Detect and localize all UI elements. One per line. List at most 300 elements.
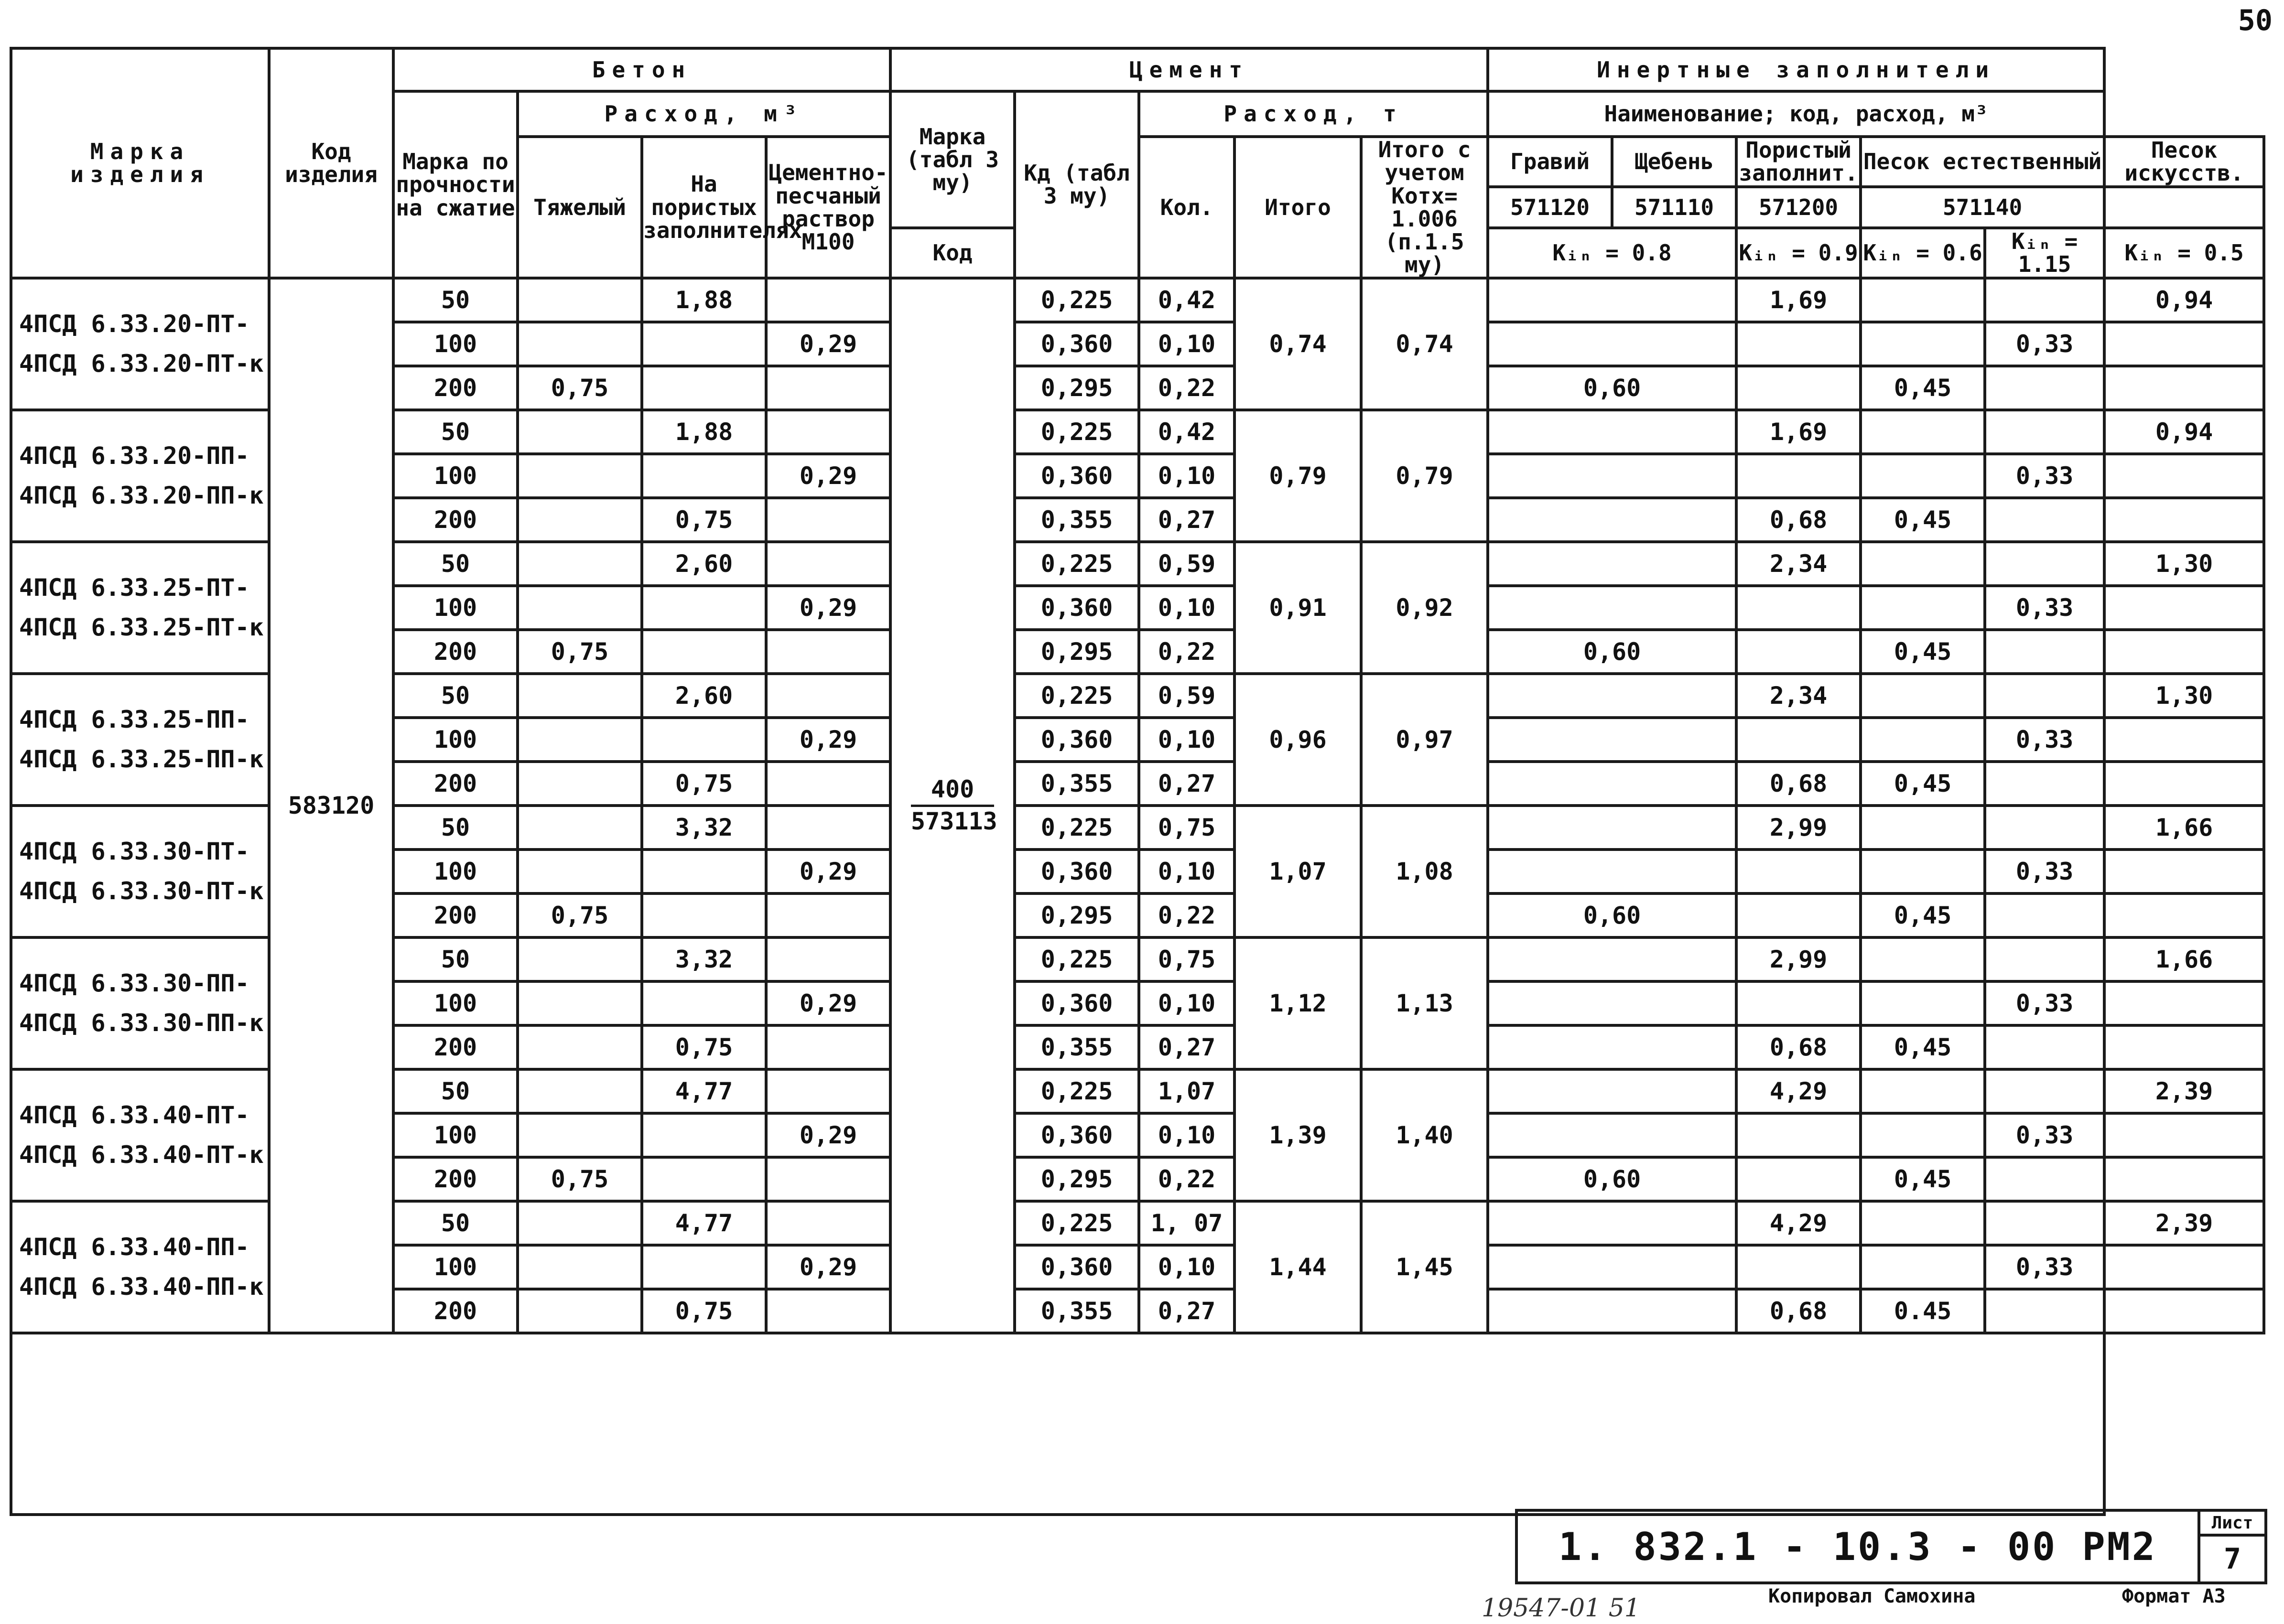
cement-total: 1,44 (1234, 1201, 1361, 1333)
cement-total-adjusted: 1,45 (1361, 1201, 1488, 1333)
cement-mortar: 0,29 (766, 586, 890, 630)
natural-sand-1 (1861, 586, 1985, 630)
cement-qty: 0,22 (1139, 630, 1234, 674)
cement-total: 0,74 (1234, 278, 1361, 410)
product-mark (11, 1201, 269, 1333)
natural-sand-2: 0,33 (1985, 1113, 2104, 1157)
kin-pesok-1: Кᵢₙ = 0.6 (1861, 228, 1985, 278)
cement-mortar (766, 1069, 890, 1113)
porous-aggregate: 4,29 (1736, 1201, 1861, 1245)
porous-concrete: 1,88 (642, 410, 766, 454)
cement-qty: 0,22 (1139, 1157, 1234, 1201)
porous-aggregate: 1,69 (1736, 278, 1861, 322)
cement-qty: 1,07 (1139, 1069, 1234, 1113)
sheet-number: 7 (2199, 1535, 2266, 1583)
artificial-sand (2104, 1113, 2264, 1157)
header-itogo: Итого (1234, 137, 1361, 278)
artificial-sand: 1,66 (2104, 806, 2264, 850)
heavy-concrete: 0,75 (518, 1157, 642, 1201)
gravel-crushed-stone (1488, 1289, 1736, 1333)
header-kol: Кол. (1139, 137, 1234, 278)
cement-total-adjusted: 0,92 (1361, 542, 1488, 674)
kd-value: 0,225 (1015, 278, 1139, 322)
natural-sand-2: 0,33 (1985, 454, 2104, 498)
heavy-concrete (518, 806, 642, 850)
gravel-crushed-stone (1488, 454, 1736, 498)
natural-sand-1: 0,45 (1861, 366, 1985, 410)
natural-sand-1 (1861, 806, 1985, 850)
artificial-sand (2104, 762, 2264, 806)
porous-aggregate (1736, 718, 1861, 762)
cement-mortar (766, 762, 890, 806)
gravel-crushed-stone (1488, 718, 1736, 762)
kd-value: 0,360 (1015, 1245, 1139, 1289)
product-mark-line: 4ПСД 6.33.30-ПТ-к (19, 877, 264, 905)
cement-total: 1,39 (1234, 1069, 1361, 1201)
kd-value: 0,360 (1015, 586, 1139, 630)
strength-grade: 200 (393, 630, 518, 674)
strength-grade: 50 (393, 410, 518, 454)
porous-aggregate (1736, 1157, 1861, 1201)
porous-aggregate (1736, 322, 1861, 366)
porous-concrete: 4,77 (642, 1069, 766, 1113)
cement-qty: 0,27 (1139, 1025, 1234, 1069)
cement-total-adjusted: 0,74 (1361, 278, 1488, 410)
cement-mortar (766, 1201, 890, 1245)
cement-qty: 0,10 (1139, 454, 1234, 498)
cement-mortar (766, 937, 890, 981)
natural-sand-1 (1861, 1113, 1985, 1157)
cement-total: 1,07 (1234, 806, 1361, 937)
strength-grade: 100 (393, 718, 518, 762)
artificial-sand: 1,66 (2104, 937, 2264, 981)
strength-grade: 200 (393, 1025, 518, 1069)
cement-qty: 0,10 (1139, 718, 1234, 762)
gravel-crushed-stone (1488, 937, 1736, 981)
product-mark-line: 4ПСД 6.33.20-ПТ- (19, 310, 249, 338)
porous-aggregate (1736, 850, 1861, 893)
product-mark-line: 4ПСД 6.33.20-ПТ-к (19, 349, 264, 377)
cement-qty: 0,75 (1139, 806, 1234, 850)
table-row (11, 278, 2264, 322)
cement-mortar (766, 410, 890, 454)
strength-grade: 200 (393, 366, 518, 410)
product-mark (11, 937, 269, 1069)
cement-total-adjusted: 1,40 (1361, 1069, 1488, 1201)
product-mark-line: 4ПСД 6.33.25-ПП- (19, 706, 249, 734)
kd-value: 0,225 (1015, 410, 1139, 454)
product-mark (11, 542, 269, 674)
natural-sand-1 (1861, 322, 1985, 366)
product-mark (11, 806, 269, 937)
strength-grade: 100 (393, 454, 518, 498)
heavy-concrete (518, 718, 642, 762)
heavy-concrete (518, 410, 642, 454)
header-sheben: Щебень (1612, 137, 1736, 187)
porous-concrete (642, 366, 766, 410)
product-mark (11, 674, 269, 806)
strength-grade: 200 (393, 498, 518, 542)
natural-sand-1 (1861, 674, 1985, 718)
natural-sand-2 (1985, 762, 2104, 806)
cement-total-adjusted: 0,79 (1361, 410, 1488, 542)
natural-sand-2 (1985, 674, 2104, 718)
cement-mortar (766, 806, 890, 850)
natural-sand-2 (1985, 893, 2104, 937)
header-naimen: Наименование; код, расход, м³ (1488, 91, 2104, 137)
artificial-sand (2104, 1157, 2264, 1201)
porous-aggregate: 0,68 (1736, 498, 1861, 542)
cement-mortar (766, 1289, 890, 1333)
gravel-crushed-stone (1488, 1025, 1736, 1069)
cement-qty: 0,22 (1139, 366, 1234, 410)
kd-value: 0,225 (1015, 674, 1139, 718)
strength-grade: 100 (393, 586, 518, 630)
product-mark (11, 410, 269, 542)
natural-sand-2 (1985, 542, 2104, 586)
gravel-crushed-stone: 0,60 (1488, 630, 1736, 674)
porous-concrete (642, 1245, 766, 1289)
gravel-crushed-stone (1488, 586, 1736, 630)
heavy-concrete (518, 1113, 642, 1157)
heavy-concrete: 0,75 (518, 893, 642, 937)
porous-aggregate (1736, 1113, 1861, 1157)
artificial-sand (2104, 1289, 2264, 1333)
porous-aggregate (1736, 586, 1861, 630)
kd-value: 0,225 (1015, 937, 1139, 981)
cement-mortar: 0,29 (766, 718, 890, 762)
natural-sand-1 (1861, 454, 1985, 498)
cement-qty: 0,27 (1139, 498, 1234, 542)
header-kod: Код изделия (269, 48, 393, 278)
heavy-concrete (518, 981, 642, 1025)
artificial-sand (2104, 981, 2264, 1025)
artificial-sand (2104, 498, 2264, 542)
gravel-crushed-stone: 0,60 (1488, 366, 1736, 410)
heavy-concrete (518, 1289, 642, 1333)
product-mark-line: 4ПСД 6.33.30-ПП- (19, 969, 249, 998)
code-sheben: 571110 (1612, 187, 1736, 228)
heavy-concrete (518, 322, 642, 366)
product-mark (11, 1069, 269, 1201)
kin-porist: Кᵢₙ = 0.9 (1736, 228, 1861, 278)
strength-grade: 50 (393, 278, 518, 322)
header-marka-po: Марка по прочности на сжатие (393, 91, 518, 278)
gravel-crushed-stone: 0,60 (1488, 1157, 1736, 1201)
natural-sand-1 (1861, 937, 1985, 981)
artificial-sand (2104, 893, 2264, 937)
artificial-sand (2104, 586, 2264, 630)
cement-qty: 0,42 (1139, 278, 1234, 322)
porous-concrete (642, 981, 766, 1025)
cement-qty: 0,59 (1139, 674, 1234, 718)
format-label: Формат А3 (2122, 1585, 2226, 1607)
header-rashod-m3: Расход, м³ (518, 91, 890, 137)
natural-sand-2 (1985, 366, 2104, 410)
porous-aggregate (1736, 893, 1861, 937)
cement-qty: 0,10 (1139, 1245, 1234, 1289)
artificial-sand (2104, 718, 2264, 762)
header-beton: Бетон (393, 48, 890, 91)
artificial-sand: 1,30 (2104, 542, 2264, 586)
cement-grade: 400 (931, 775, 974, 803)
code-porist: 571200 (1736, 187, 1861, 228)
gravel-crushed-stone (1488, 278, 1736, 322)
natural-sand-1 (1861, 410, 1985, 454)
natural-sand-1: 0,45 (1861, 630, 1985, 674)
natural-sand-2: 0,33 (1985, 586, 2104, 630)
cement-qty: 0,42 (1139, 410, 1234, 454)
porous-aggregate: 2,99 (1736, 937, 1861, 981)
porous-concrete: 0,75 (642, 762, 766, 806)
cement-qty: 0,10 (1139, 981, 1234, 1025)
heavy-concrete (518, 1069, 642, 1113)
header-tyazh: Тяжелый (518, 137, 642, 278)
natural-sand-1: 0,45 (1861, 1025, 1985, 1069)
cement-mortar (766, 366, 890, 410)
header-cement: Цемент (890, 48, 1488, 91)
product-mark (11, 278, 269, 410)
kd-value: 0,355 (1015, 1289, 1139, 1333)
gravel-crushed-stone (1488, 498, 1736, 542)
porous-aggregate: 0,68 (1736, 1289, 1861, 1333)
porous-concrete (642, 586, 766, 630)
porous-aggregate: 0,68 (1736, 762, 1861, 806)
strength-grade: 50 (393, 674, 518, 718)
gravel-crushed-stone (1488, 1245, 1736, 1289)
strength-grade: 100 (393, 322, 518, 366)
kd-value: 0,295 (1015, 366, 1139, 410)
kd-value: 0,225 (1015, 1069, 1139, 1113)
porous-concrete: 1,88 (642, 278, 766, 322)
product-mark-line: 4ПСД 6.33.30-ПТ- (19, 838, 249, 866)
cement-qty: 0,22 (1139, 893, 1234, 937)
porous-aggregate: 0,68 (1736, 1025, 1861, 1069)
natural-sand-1 (1861, 850, 1985, 893)
header-marka: Марка изделия (11, 48, 269, 278)
artificial-sand: 1,30 (2104, 674, 2264, 718)
cement-total: 0,91 (1234, 542, 1361, 674)
copied-by: Копировал Самохина (1768, 1585, 1976, 1607)
kd-value: 0,360 (1015, 1113, 1139, 1157)
porous-aggregate: 2,99 (1736, 806, 1861, 850)
header-pesok-est: Песок естественный (1861, 137, 2104, 187)
cement-total: 0,96 (1234, 674, 1361, 806)
strength-grade: 100 (393, 1245, 518, 1289)
natural-sand-1: 0.45 (1861, 1289, 1985, 1333)
natural-sand-1 (1861, 1245, 1985, 1289)
cement-mortar: 0,29 (766, 322, 890, 366)
porous-concrete (642, 454, 766, 498)
natural-sand-1 (1861, 542, 1985, 586)
natural-sand-2 (1985, 1289, 2104, 1333)
cement-mortar: 0,29 (766, 850, 890, 893)
artificial-sand (2104, 454, 2264, 498)
cement-total: 1,12 (1234, 937, 1361, 1069)
natural-sand-1: 0,45 (1861, 762, 1985, 806)
header-inert: Инертные заполнители (1488, 48, 2104, 91)
cement-mortar (766, 1157, 890, 1201)
header-kod-label: Код (890, 228, 1015, 278)
heavy-concrete (518, 850, 642, 893)
cement-total-adjusted: 1,13 (1361, 937, 1488, 1069)
cement-total-adjusted: 1,08 (1361, 806, 1488, 937)
heavy-concrete: 0,75 (518, 630, 642, 674)
cement-mortar (766, 542, 890, 586)
cement-mortar (766, 893, 890, 937)
header-marka-tabl: Марка (табл 3 му) (890, 91, 1015, 228)
porous-aggregate: 2,34 (1736, 674, 1861, 718)
kd-value: 0,295 (1015, 630, 1139, 674)
kd-value: 0,360 (1015, 322, 1139, 366)
header-itogo-s: Итого с учетом Котх= 1.006 (п.1.5 му) (1361, 137, 1488, 278)
product-mark-line: 4ПСД 6.33.40-ПП- (19, 1233, 249, 1261)
cement-qty: 0,10 (1139, 1113, 1234, 1157)
porous-concrete (642, 1157, 766, 1201)
cement-mortar (766, 674, 890, 718)
porous-concrete: 0,75 (642, 498, 766, 542)
heavy-concrete (518, 542, 642, 586)
kd-value: 0,355 (1015, 498, 1139, 542)
natural-sand-2 (1985, 278, 2104, 322)
document-designation: 1. 832.1 - 10.3 - 00 РМ2 (1516, 1510, 2199, 1583)
blank-area (11, 1333, 2104, 1515)
cement-qty: 0,75 (1139, 937, 1234, 981)
artificial-sand (2104, 366, 2264, 410)
heavy-concrete: 0,75 (518, 366, 642, 410)
kd-value: 0,225 (1015, 1201, 1139, 1245)
natural-sand-1 (1861, 981, 1985, 1025)
heavy-concrete (518, 1245, 642, 1289)
kd-value: 0,295 (1015, 1157, 1139, 1201)
porous-aggregate: 1,69 (1736, 410, 1861, 454)
natural-sand-2 (1985, 937, 2104, 981)
artificial-sand: 2,39 (2104, 1201, 2264, 1245)
kin-gravii-sheben: Кᵢₙ = 0.8 (1488, 228, 1736, 278)
strength-grade: 50 (393, 1069, 518, 1113)
natural-sand-2: 0,33 (1985, 322, 2104, 366)
gravel-crushed-stone (1488, 981, 1736, 1025)
kd-value: 0,355 (1015, 1025, 1139, 1069)
strength-grade: 50 (393, 806, 518, 850)
heavy-concrete (518, 762, 642, 806)
gravel-crushed-stone (1488, 762, 1736, 806)
gravel-crushed-stone (1488, 1113, 1736, 1157)
header-rashod-t: Расход, т (1139, 91, 1488, 137)
handwritten-number: 19547-01 51 (1482, 1594, 1640, 1623)
porous-aggregate (1736, 630, 1861, 674)
cement-qty: 0,10 (1139, 322, 1234, 366)
strength-grade: 50 (393, 542, 518, 586)
kd-value: 0,360 (1015, 454, 1139, 498)
artificial-sand (2104, 1245, 2264, 1289)
artificial-sand (2104, 630, 2264, 674)
kin-isk: Кᵢₙ = 0.5 (2104, 228, 2264, 278)
header-porist: Пористый заполнит. (1736, 137, 1861, 187)
header-kd: Кд (табл 3 му) (1015, 91, 1139, 278)
header-na-porist: На пористых заполнителях (642, 137, 766, 278)
heavy-concrete (518, 498, 642, 542)
gravel-crushed-stone: 0,60 (1488, 893, 1736, 937)
header-pesok-isk: Песок искусств. (2104, 137, 2264, 187)
product-mark-line: 4ПСД 6.33.40-ПП-к (19, 1272, 264, 1301)
porous-concrete: 0,75 (642, 1289, 766, 1333)
natural-sand-1: 0,45 (1861, 893, 1985, 937)
product-mark-line: 4ПСД 6.33.30-ПП-к (19, 1009, 264, 1037)
natural-sand-1 (1861, 1201, 1985, 1245)
strength-grade: 200 (393, 762, 518, 806)
strength-grade: 50 (393, 937, 518, 981)
cement-qty: 0,27 (1139, 762, 1234, 806)
cement-qty: 0,10 (1139, 586, 1234, 630)
cement-total: 0,79 (1234, 410, 1361, 542)
cement-mortar (766, 1025, 890, 1069)
porous-concrete (642, 630, 766, 674)
title-block (1515, 1509, 2267, 1584)
kd-value: 0,360 (1015, 718, 1139, 762)
porous-concrete (642, 322, 766, 366)
strength-grade: 200 (393, 1289, 518, 1333)
natural-sand-2 (1985, 1025, 2104, 1069)
gravel-crushed-stone (1488, 806, 1736, 850)
kd-value: 0,225 (1015, 806, 1139, 850)
product-mark-line: 4ПСД 6.33.40-ПТ- (19, 1101, 249, 1129)
porous-concrete (642, 1113, 766, 1157)
gravel-crushed-stone (1488, 410, 1736, 454)
natural-sand-1: 0,45 (1861, 498, 1985, 542)
porous-aggregate (1736, 1245, 1861, 1289)
porous-aggregate (1736, 454, 1861, 498)
strength-grade: 100 (393, 850, 518, 893)
kd-value: 0,360 (1015, 850, 1139, 893)
cement-mortar: 0,29 (766, 981, 890, 1025)
cement-mortar: 0,29 (766, 1113, 890, 1157)
materials-table (10, 47, 2265, 1516)
artificial-sand: 0,94 (2104, 410, 2264, 454)
product-mark-line: 4ПСД 6.33.20-ПП- (19, 442, 249, 470)
porous-concrete (642, 850, 766, 893)
natural-sand-2 (1985, 1069, 2104, 1113)
code-gravii: 571120 (1488, 187, 1612, 228)
sheet-label: Лист (2199, 1510, 2266, 1535)
cement-mortar (766, 498, 890, 542)
natural-sand-2: 0,33 (1985, 1245, 2104, 1289)
kd-value: 0,225 (1015, 542, 1139, 586)
cement-mortar (766, 278, 890, 322)
strength-grade: 200 (393, 1157, 518, 1201)
natural-sand-2 (1985, 630, 2104, 674)
heavy-concrete (518, 937, 642, 981)
porous-concrete (642, 893, 766, 937)
porous-concrete: 2,60 (642, 542, 766, 586)
porous-concrete: 0,75 (642, 1025, 766, 1069)
cement-mortar: 0,29 (766, 1245, 890, 1289)
cement-qty: 0,27 (1139, 1289, 1234, 1333)
blank-row (11, 1333, 2264, 1515)
product-code: 583120 (269, 278, 393, 1333)
kin-pesok-2: Кᵢₙ = 1.15 (1985, 228, 2104, 278)
porous-aggregate (1736, 981, 1861, 1025)
cement-mortar (766, 630, 890, 674)
cement-qty: 0,59 (1139, 542, 1234, 586)
product-mark-line: 4ПСД 6.33.25-ПТ- (19, 574, 249, 602)
product-mark-line: 4ПСД 6.33.20-ПП-к (19, 481, 264, 509)
strength-grade: 200 (393, 893, 518, 937)
natural-sand-2 (1985, 410, 2104, 454)
header-gravii: Гравий (1488, 137, 1612, 187)
heavy-concrete (518, 454, 642, 498)
natural-sand-1: 0,45 (1861, 1157, 1985, 1201)
